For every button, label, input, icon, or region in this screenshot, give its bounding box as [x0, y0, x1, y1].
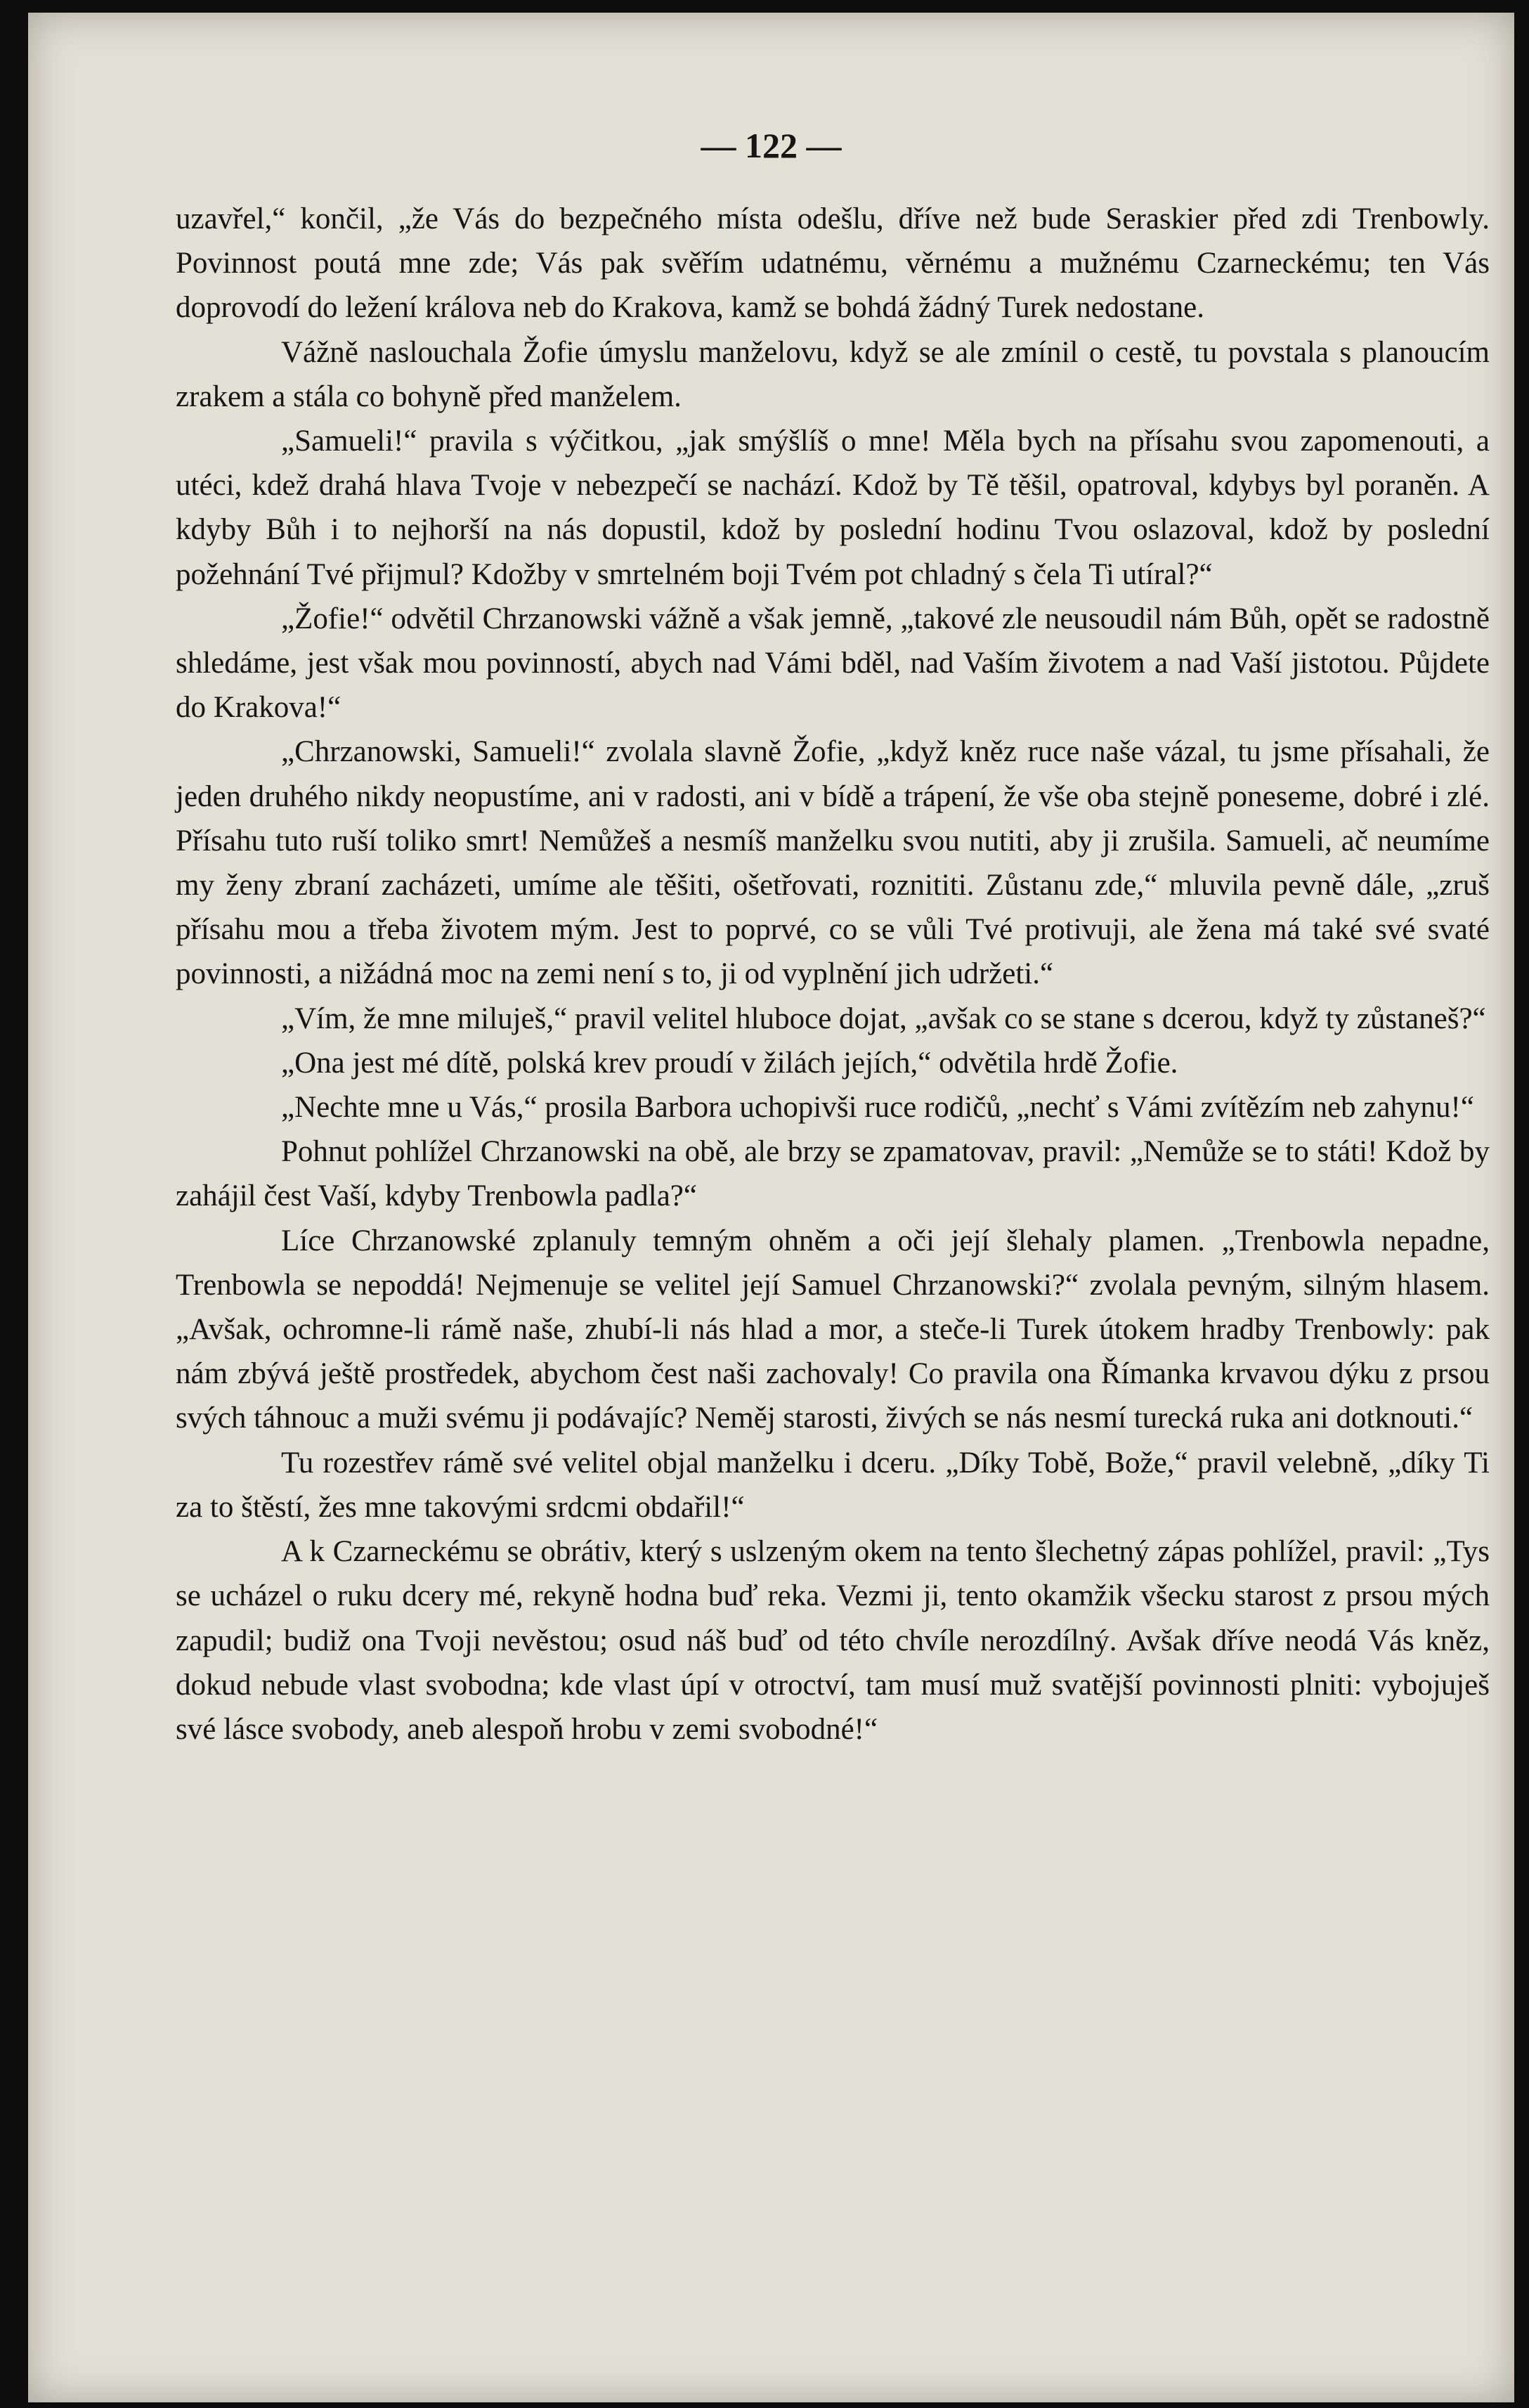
paragraph: „Chrzanowski, Samueli!“ zvolala slavně Žofie, „když kněz ruce naše vázal, tu jsme přísahali, že jeden druhého nikdy neopustíme, ani v radosti, ani v bídě a trápení, že vše oba stejně poneseme, dobré i zlé. Přísahu tuto ruší toliko smrt! Nemůžeš a nesmíš manželku svou nutiti, aby ji zrušila. Samueli, ač neumíme my ženy zbraní zacházeti, umíme ale těšiti, ošetřovati, roznititi. Zůstanu zde,“ mluvila pevně dále, „zruš přísahu mou a třeba životem mým. Jest to poprvé, co se vůli Tvé protivuji, ale žena má také své svaté povinnosti, a nižádná moc na zemi není s to, ji od vyplnění jich udržeti.“ [176, 735, 1490, 991]
page-number: — 122 — [701, 126, 842, 165]
paragraph: „Samueli!“ pravila s výčitkou, „jak smýšlíš o mne! Měla bych na přísahu svou zapomenouti, a utéci, kdež drahá hlava Tvoje v nebezpečí se nachází. Kdož by Tě těšil, opatroval, kdybys byl poraněn. A kdyby Bůh i to nejhorší na nás dopustil, kdož by poslední hodinu Tvou oslazoval, kdož by poslední požehnání Tvé přijmul? Kdožby v smrtelném boji Tvém pot chladný s čela Ti utíral?“ [176, 425, 1490, 591]
paragraph: Pohnut pohlížel Chrzanowski na obě, ale brzy se zpamatovav, pravil: „Nemůže se to státi! Kdož by zahájil čest Vaší, kdyby Trenbowla padla?“ [176, 1135, 1490, 1213]
paragraph: „Ona jest mé dítě, polská krev proudí v žilách jejích,“ odvětila hrdě Žofie. [281, 1046, 1178, 1080]
paragraph: „Nechte mne u Vás,“ prosila Barbora uchopivši ruce rodičů, „nechť s Vámi zvítězím neb zahynu!“ [281, 1091, 1474, 1125]
paragraph: „Vím, že mne miluješ,“ pravil velitel hluboce dojat, „avšak co se stane s dcerou, když ty zůstaneš?“ [281, 1002, 1486, 1035]
body-text [176, 197, 1490, 1752]
paragraph: Líce Chrzanowské zplanuly temným ohněm a oči její šlehaly plamen. „Trenbowla nepadne, Trenbowla se nepoddá! Nejmenuje se velitel její Samuel Chrzanowski?“ zvolala pevným, silným hlasem. „Avšak, ochromne-li rámě naše, zhubí-li nás hlad a mor, a steče-li Turek útokem hradby Trenbowly: pak nám zbývá ještě prostředek, abychom čest naši zachovaly! Co pravila ona Římanka krvavou dýku z prsou svých táhnouc a muži svému ji podávajíc? Neměj starosti, živých se nás nesmí turecká ruka ani dotknouti.“ [176, 1224, 1490, 1435]
paragraph: „Žofie!“ odvětil Chrzanowski vážně a však jemně, „takové zle neusoudil nám Bůh, opět se radostně shledáme, jest však mou povinností, abych nad Vámi bděl, nad Vaším životem a nad Vaší jistotou. Půjdete do Krakova!“ [176, 602, 1490, 725]
paragraph: Tu rozestřev rámě své velitel objal manželku i dceru. „Díky Tobě, Bože,“ pravil velebně, „díky Ti za to štěstí, žes mne takovými srdcmi obdařil!“ [176, 1446, 1490, 1524]
paragraph: A k Czarneckému se obrátiv, který s uslzeným okem na tento šlechetný zápas pohlížel, pravil: „Tys se ucházel o ruku dcery mé, rekyně hodna buď reka. Vezmi ji, tento okamžik všecku starost z prsou mých zapudil; budiž ona Tvoji nevěstou; osud náš buď od této chvíle nerozdílný. Avšak dříve neodá Vás kněz, dokud nebude vlast svobodna; kde vlast úpí v otroctví, tam musí muž svatější povinnosti plniti: vybojuješ své lásce svobody, aneb alespoň hrobu v zemi svobodné!“ [176, 1535, 1490, 1746]
paragraph: Vážně naslouchala Žofie úmyslu manželovu, když se ale zmínil o cestě, tu povstala s planoucím zrakem a stála co bohyně před manželem. [176, 335, 1490, 413]
book-page [28, 13, 1514, 2402]
paragraph: uzavřel,“ končil, „že Vás do bezpečného místa odešlu, dříve než bude Seraskier před zdi Trenbowly. Povinnost poutá mne zde; Vás pak svěřím udatnému, věrnému a mužnému Czarneckému; ten Vás doprovodí do ležení králova neb do Krakova, kamž se bohdá žádný Turek nedostane. [176, 202, 1490, 325]
